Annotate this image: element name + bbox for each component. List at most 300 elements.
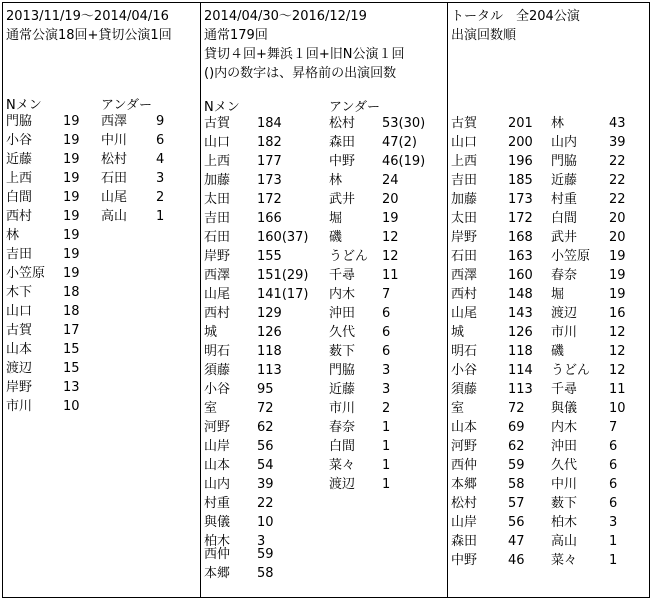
show-count: 54: [257, 458, 274, 473]
list-item: [329, 209, 444, 228]
under-label: アンダー: [101, 98, 152, 113]
list-item: [101, 207, 196, 226]
member-name: 千尋: [551, 382, 578, 397]
list-item: [204, 418, 324, 437]
show-count: 11: [382, 268, 399, 283]
show-count: 1: [382, 477, 391, 492]
period-2-dates: 2014/04/30〜2016/12/19: [204, 9, 367, 24]
member-name: 松村: [101, 152, 128, 167]
list-item: [551, 513, 648, 532]
list-item: [451, 209, 546, 228]
member-name: 菜々: [551, 553, 578, 568]
show-count: 19: [63, 114, 80, 129]
period-2-special: 貸切４回+舞浜１回+旧N公演１回: [204, 47, 405, 62]
show-count: 173: [508, 192, 533, 207]
show-count: 19: [609, 249, 626, 264]
member-name: 近藤: [6, 152, 33, 167]
show-count: 184: [257, 116, 282, 131]
member-name: 沖田: [329, 306, 356, 321]
under-label: アンダー: [329, 100, 380, 115]
list-item: [329, 228, 444, 247]
show-count: 12: [609, 325, 626, 340]
list-item: [551, 342, 648, 361]
show-count: 46(19): [382, 154, 426, 169]
member-name: 磯: [329, 230, 343, 245]
member-name: 森田: [451, 534, 478, 549]
member-name: 本郷: [204, 566, 231, 581]
list-item: [204, 114, 324, 133]
list-item: [451, 133, 546, 152]
show-count: 113: [257, 363, 282, 378]
show-count: 6: [382, 344, 391, 359]
list-item: [551, 190, 648, 209]
list-item: [204, 399, 324, 418]
member-name: 石田: [101, 171, 128, 186]
show-count: 57: [508, 496, 525, 511]
member-name: 林: [551, 116, 565, 131]
member-name: 太田: [451, 211, 478, 226]
member-name: 明石: [204, 344, 231, 359]
list-item: [101, 112, 196, 131]
show-count: 182: [257, 135, 282, 150]
list-item: [204, 152, 324, 171]
member-name: 河野: [451, 439, 478, 454]
show-count: 160: [508, 268, 533, 283]
show-count: 114: [508, 363, 533, 378]
member-name: 門脇: [329, 363, 356, 378]
show-count: 24: [382, 173, 399, 188]
list-item: [451, 418, 546, 437]
list-item: [329, 266, 444, 285]
list-item: [551, 475, 648, 494]
show-count: 20: [382, 192, 399, 207]
member-name: 武井: [551, 230, 578, 245]
list-item: [329, 342, 444, 361]
list-item: [204, 475, 324, 494]
member-name: 岸野: [451, 230, 478, 245]
list-item: [204, 513, 324, 532]
show-count: 19: [63, 133, 80, 148]
list-item: [329, 190, 444, 209]
member-name: 門脇: [551, 154, 578, 169]
list-item: [329, 399, 444, 418]
show-count: 3: [609, 515, 618, 530]
member-name: 山尾: [451, 306, 478, 321]
member-name: 渡辺: [551, 306, 578, 321]
member-name: 門脇: [6, 114, 33, 129]
list-item: [451, 494, 546, 513]
show-count: 20: [609, 211, 626, 226]
list-item: [204, 247, 324, 266]
show-count: 17: [63, 323, 80, 338]
show-count: 19: [63, 266, 80, 281]
list-item: [451, 152, 546, 171]
list-item: [451, 171, 546, 190]
member-name: 山口: [6, 304, 33, 319]
list-item: [551, 323, 648, 342]
member-name: 與儀: [204, 515, 231, 530]
member-name: 山岸: [451, 515, 478, 530]
list-item: [204, 323, 324, 342]
list-item: [451, 551, 546, 570]
list-item: [329, 437, 444, 456]
member-name: 磯: [551, 344, 565, 359]
list-item: [551, 247, 648, 266]
show-count: 43: [609, 116, 626, 131]
list-item: [6, 283, 96, 302]
show-count: 11: [609, 382, 626, 397]
member-name: 内木: [329, 287, 356, 302]
list-item: [6, 302, 96, 321]
show-count: 172: [257, 192, 282, 207]
list-item: [6, 131, 96, 150]
list-item: [551, 437, 648, 456]
list-item: [204, 228, 324, 247]
list-item: [6, 378, 96, 397]
member-name: 城: [204, 325, 218, 340]
member-name: 本郷: [451, 477, 478, 492]
show-count: 6: [609, 496, 618, 511]
n-member-label: Nメン: [6, 98, 42, 113]
list-item: [329, 418, 444, 437]
list-item: [451, 532, 546, 551]
member-name: 山口: [204, 135, 231, 150]
show-count: 2: [382, 401, 391, 416]
show-count: 141(17): [257, 287, 309, 302]
show-count: 3: [257, 534, 266, 549]
list-item: [329, 247, 444, 266]
member-name: 林: [6, 228, 20, 243]
member-name: 千尋: [329, 268, 356, 283]
member-name: 上西: [451, 154, 478, 169]
show-count: 22: [609, 154, 626, 169]
list-item: [451, 399, 546, 418]
member-name: 森田: [329, 135, 356, 150]
member-name: 西村: [204, 306, 231, 321]
show-count: 15: [63, 342, 80, 357]
show-count: 2: [156, 190, 165, 205]
list-item: [551, 532, 648, 551]
show-count: 10: [63, 399, 80, 414]
member-name: 岸野: [6, 380, 33, 395]
list-item: [204, 564, 324, 583]
show-count: 19: [382, 211, 399, 226]
show-count: 19: [63, 209, 80, 224]
member-name: 西仲: [204, 547, 231, 562]
show-count: 62: [257, 420, 274, 435]
member-name: 市川: [6, 399, 33, 414]
show-count: 6: [156, 133, 165, 148]
list-item: [204, 380, 324, 399]
member-name: 小谷: [451, 363, 478, 378]
period-1-shows: 通常公演18回+貸切公演1回: [6, 28, 172, 43]
list-item: [551, 133, 648, 152]
member-name: 古賀: [6, 323, 33, 338]
member-name: 近藤: [551, 173, 578, 188]
list-item: [451, 380, 546, 399]
list-item: [6, 112, 96, 131]
list-item: [6, 207, 96, 226]
member-name: 上西: [204, 154, 231, 169]
member-name: 與儀: [551, 401, 578, 416]
member-name: 山本: [451, 420, 478, 435]
member-name: 内木: [551, 420, 578, 435]
show-count: 177: [257, 154, 282, 169]
member-name: 西澤: [451, 268, 478, 283]
show-count: 19: [63, 152, 80, 167]
list-item: [451, 475, 546, 494]
member-name: 薮下: [551, 496, 578, 511]
show-count: 163: [508, 249, 533, 264]
list-item: [204, 304, 324, 323]
list-item: [551, 456, 648, 475]
list-item: [204, 171, 324, 190]
list-item: [451, 114, 546, 133]
show-count: 9: [156, 114, 165, 129]
member-name: 木下: [6, 285, 33, 300]
member-name: 市川: [329, 401, 356, 416]
show-count: 18: [63, 304, 80, 319]
show-count: 15: [63, 361, 80, 376]
show-count: 6: [609, 458, 618, 473]
member-name: 市川: [551, 325, 578, 340]
show-count: 1: [382, 439, 391, 454]
show-count: 3: [156, 171, 165, 186]
member-name: 中野: [329, 154, 356, 169]
member-name: 久代: [329, 325, 356, 340]
member-name: 村重: [204, 496, 231, 511]
show-count: 69: [508, 420, 525, 435]
list-item: [329, 152, 444, 171]
list-item: [451, 247, 546, 266]
show-count: 196: [508, 154, 533, 169]
show-count: 39: [257, 477, 274, 492]
show-count: 47: [508, 534, 525, 549]
show-count: 1: [609, 553, 618, 568]
show-count: 1: [156, 209, 165, 224]
total-subtitle: 出演回数順: [451, 28, 517, 43]
list-item: [551, 551, 648, 570]
list-item: [6, 340, 96, 359]
member-name: 小笠原: [6, 266, 46, 281]
member-name: 村重: [551, 192, 578, 207]
show-count: 3: [382, 382, 391, 397]
list-item: [551, 399, 648, 418]
member-name: 松村: [329, 116, 356, 131]
show-count: 12: [382, 230, 399, 245]
member-name: 加藤: [204, 173, 231, 188]
member-name: 林: [329, 173, 343, 188]
show-count: 10: [609, 401, 626, 416]
show-count: 20: [609, 230, 626, 245]
list-item: [451, 456, 546, 475]
list-item: [451, 342, 546, 361]
show-count: 6: [609, 439, 618, 454]
show-count: 7: [609, 420, 618, 435]
member-name: 武井: [329, 192, 356, 207]
member-name: 山内: [551, 135, 578, 150]
show-count: 95: [257, 382, 274, 397]
show-count: 7: [382, 287, 391, 302]
show-count: 12: [382, 249, 399, 264]
member-name: 西仲: [451, 458, 478, 473]
stats-table: [2, 2, 650, 598]
show-count: 18: [63, 285, 80, 300]
member-name: 白間: [329, 439, 356, 454]
list-item: [551, 152, 648, 171]
list-item: [329, 285, 444, 304]
show-count: 143: [508, 306, 533, 321]
member-name: 上西: [6, 171, 33, 186]
member-name: 河野: [204, 420, 231, 435]
period-2-note: ()内の数字は、昇格前の出演回数: [204, 66, 397, 81]
show-count: 200: [508, 135, 533, 150]
show-count: 46: [508, 553, 525, 568]
member-name: 岸野: [204, 249, 231, 264]
show-count: 160(37): [257, 230, 309, 245]
list-item: [204, 437, 324, 456]
list-item: [551, 285, 648, 304]
member-name: 高山: [551, 534, 578, 549]
total-header: [451, 7, 580, 45]
member-name: 加藤: [451, 192, 478, 207]
show-count: 22: [257, 496, 274, 511]
member-name: うどん: [551, 363, 591, 378]
member-name: 室: [451, 401, 465, 416]
show-count: 59: [508, 458, 525, 473]
member-name: 古賀: [204, 116, 231, 131]
n-member-label: Nメン: [204, 100, 240, 115]
total-column: [448, 3, 649, 597]
show-count: 1: [382, 420, 391, 435]
show-count: 168: [508, 230, 533, 245]
show-count: 19: [63, 228, 80, 243]
member-name: 西澤: [101, 114, 128, 129]
show-count: 72: [257, 401, 274, 416]
member-name: 石田: [204, 230, 231, 245]
list-item: [551, 171, 648, 190]
list-item: [551, 361, 648, 380]
show-count: 129: [257, 306, 282, 321]
show-count: 6: [609, 477, 618, 492]
show-count: 4: [156, 152, 165, 167]
show-count: 59: [257, 547, 274, 562]
show-count: 166: [257, 211, 282, 226]
member-name: 須藤: [451, 382, 478, 397]
list-item: [451, 323, 546, 342]
show-count: 10: [257, 515, 274, 530]
list-item: [6, 359, 96, 378]
list-item: [329, 171, 444, 190]
member-name: うどん: [329, 249, 369, 264]
member-name: 城: [451, 325, 465, 340]
member-name: 中野: [451, 553, 478, 568]
show-count: 19: [63, 247, 80, 262]
member-name: 久代: [551, 458, 578, 473]
member-name: 菜々: [329, 458, 356, 473]
member-name: 山本: [204, 458, 231, 473]
show-count: 39: [609, 135, 626, 150]
list-item: [329, 323, 444, 342]
show-count: 16: [609, 306, 626, 321]
member-name: 西村: [6, 209, 33, 224]
list-item: [451, 513, 546, 532]
list-item: [329, 380, 444, 399]
member-name: 古賀: [451, 116, 478, 131]
show-count: 1: [382, 458, 391, 473]
period-2-regular: 通常179回: [204, 28, 268, 43]
member-name: 明石: [451, 344, 478, 359]
show-count: 22: [609, 192, 626, 207]
list-item: [451, 437, 546, 456]
list-item: [551, 380, 648, 399]
member-name: 山口: [451, 135, 478, 150]
list-item: [551, 266, 648, 285]
member-name: 中川: [101, 133, 128, 148]
show-count: 6: [382, 325, 391, 340]
list-item: [101, 150, 196, 169]
list-item: [204, 361, 324, 380]
member-name: 柏木: [204, 534, 231, 549]
show-count: 12: [609, 344, 626, 359]
member-name: 松村: [451, 496, 478, 511]
list-item: [6, 150, 96, 169]
member-name: 渡辺: [6, 361, 33, 376]
list-item: [6, 245, 96, 264]
show-count: 56: [508, 515, 525, 530]
member-name: 西澤: [204, 268, 231, 283]
list-item: [204, 266, 324, 285]
member-name: 山内: [204, 477, 231, 492]
list-item: [204, 494, 324, 513]
show-count: 19: [63, 171, 80, 186]
period-1-header: [6, 7, 172, 45]
show-count: 19: [609, 287, 626, 302]
list-item: [451, 190, 546, 209]
show-count: 19: [63, 190, 80, 205]
list-item: [329, 304, 444, 323]
total-title: トータル 全204公演: [451, 9, 580, 24]
member-name: 小笠原: [551, 249, 591, 264]
show-count: 126: [508, 325, 533, 340]
show-count: 185: [508, 173, 533, 188]
show-count: 56: [257, 439, 274, 454]
list-item: [329, 475, 444, 494]
list-item: [451, 304, 546, 323]
member-name: 山本: [6, 342, 33, 357]
list-item: [101, 169, 196, 188]
list-item: [329, 456, 444, 475]
list-item: [551, 304, 648, 323]
member-name: 小谷: [6, 133, 33, 148]
list-item: [6, 188, 96, 207]
show-count: 3: [382, 363, 391, 378]
member-name: 吉田: [6, 247, 33, 262]
list-item: [204, 133, 324, 152]
member-name: 小谷: [204, 382, 231, 397]
show-count: 58: [508, 477, 525, 492]
show-count: 22: [609, 173, 626, 188]
list-item: [6, 397, 96, 416]
list-item: [6, 264, 96, 283]
show-count: 126: [257, 325, 282, 340]
member-name: 白間: [6, 190, 33, 205]
list-item: [204, 190, 324, 209]
member-name: 西村: [451, 287, 478, 302]
list-item: [551, 418, 648, 437]
member-name: 柏木: [551, 515, 578, 530]
list-item: [451, 361, 546, 380]
